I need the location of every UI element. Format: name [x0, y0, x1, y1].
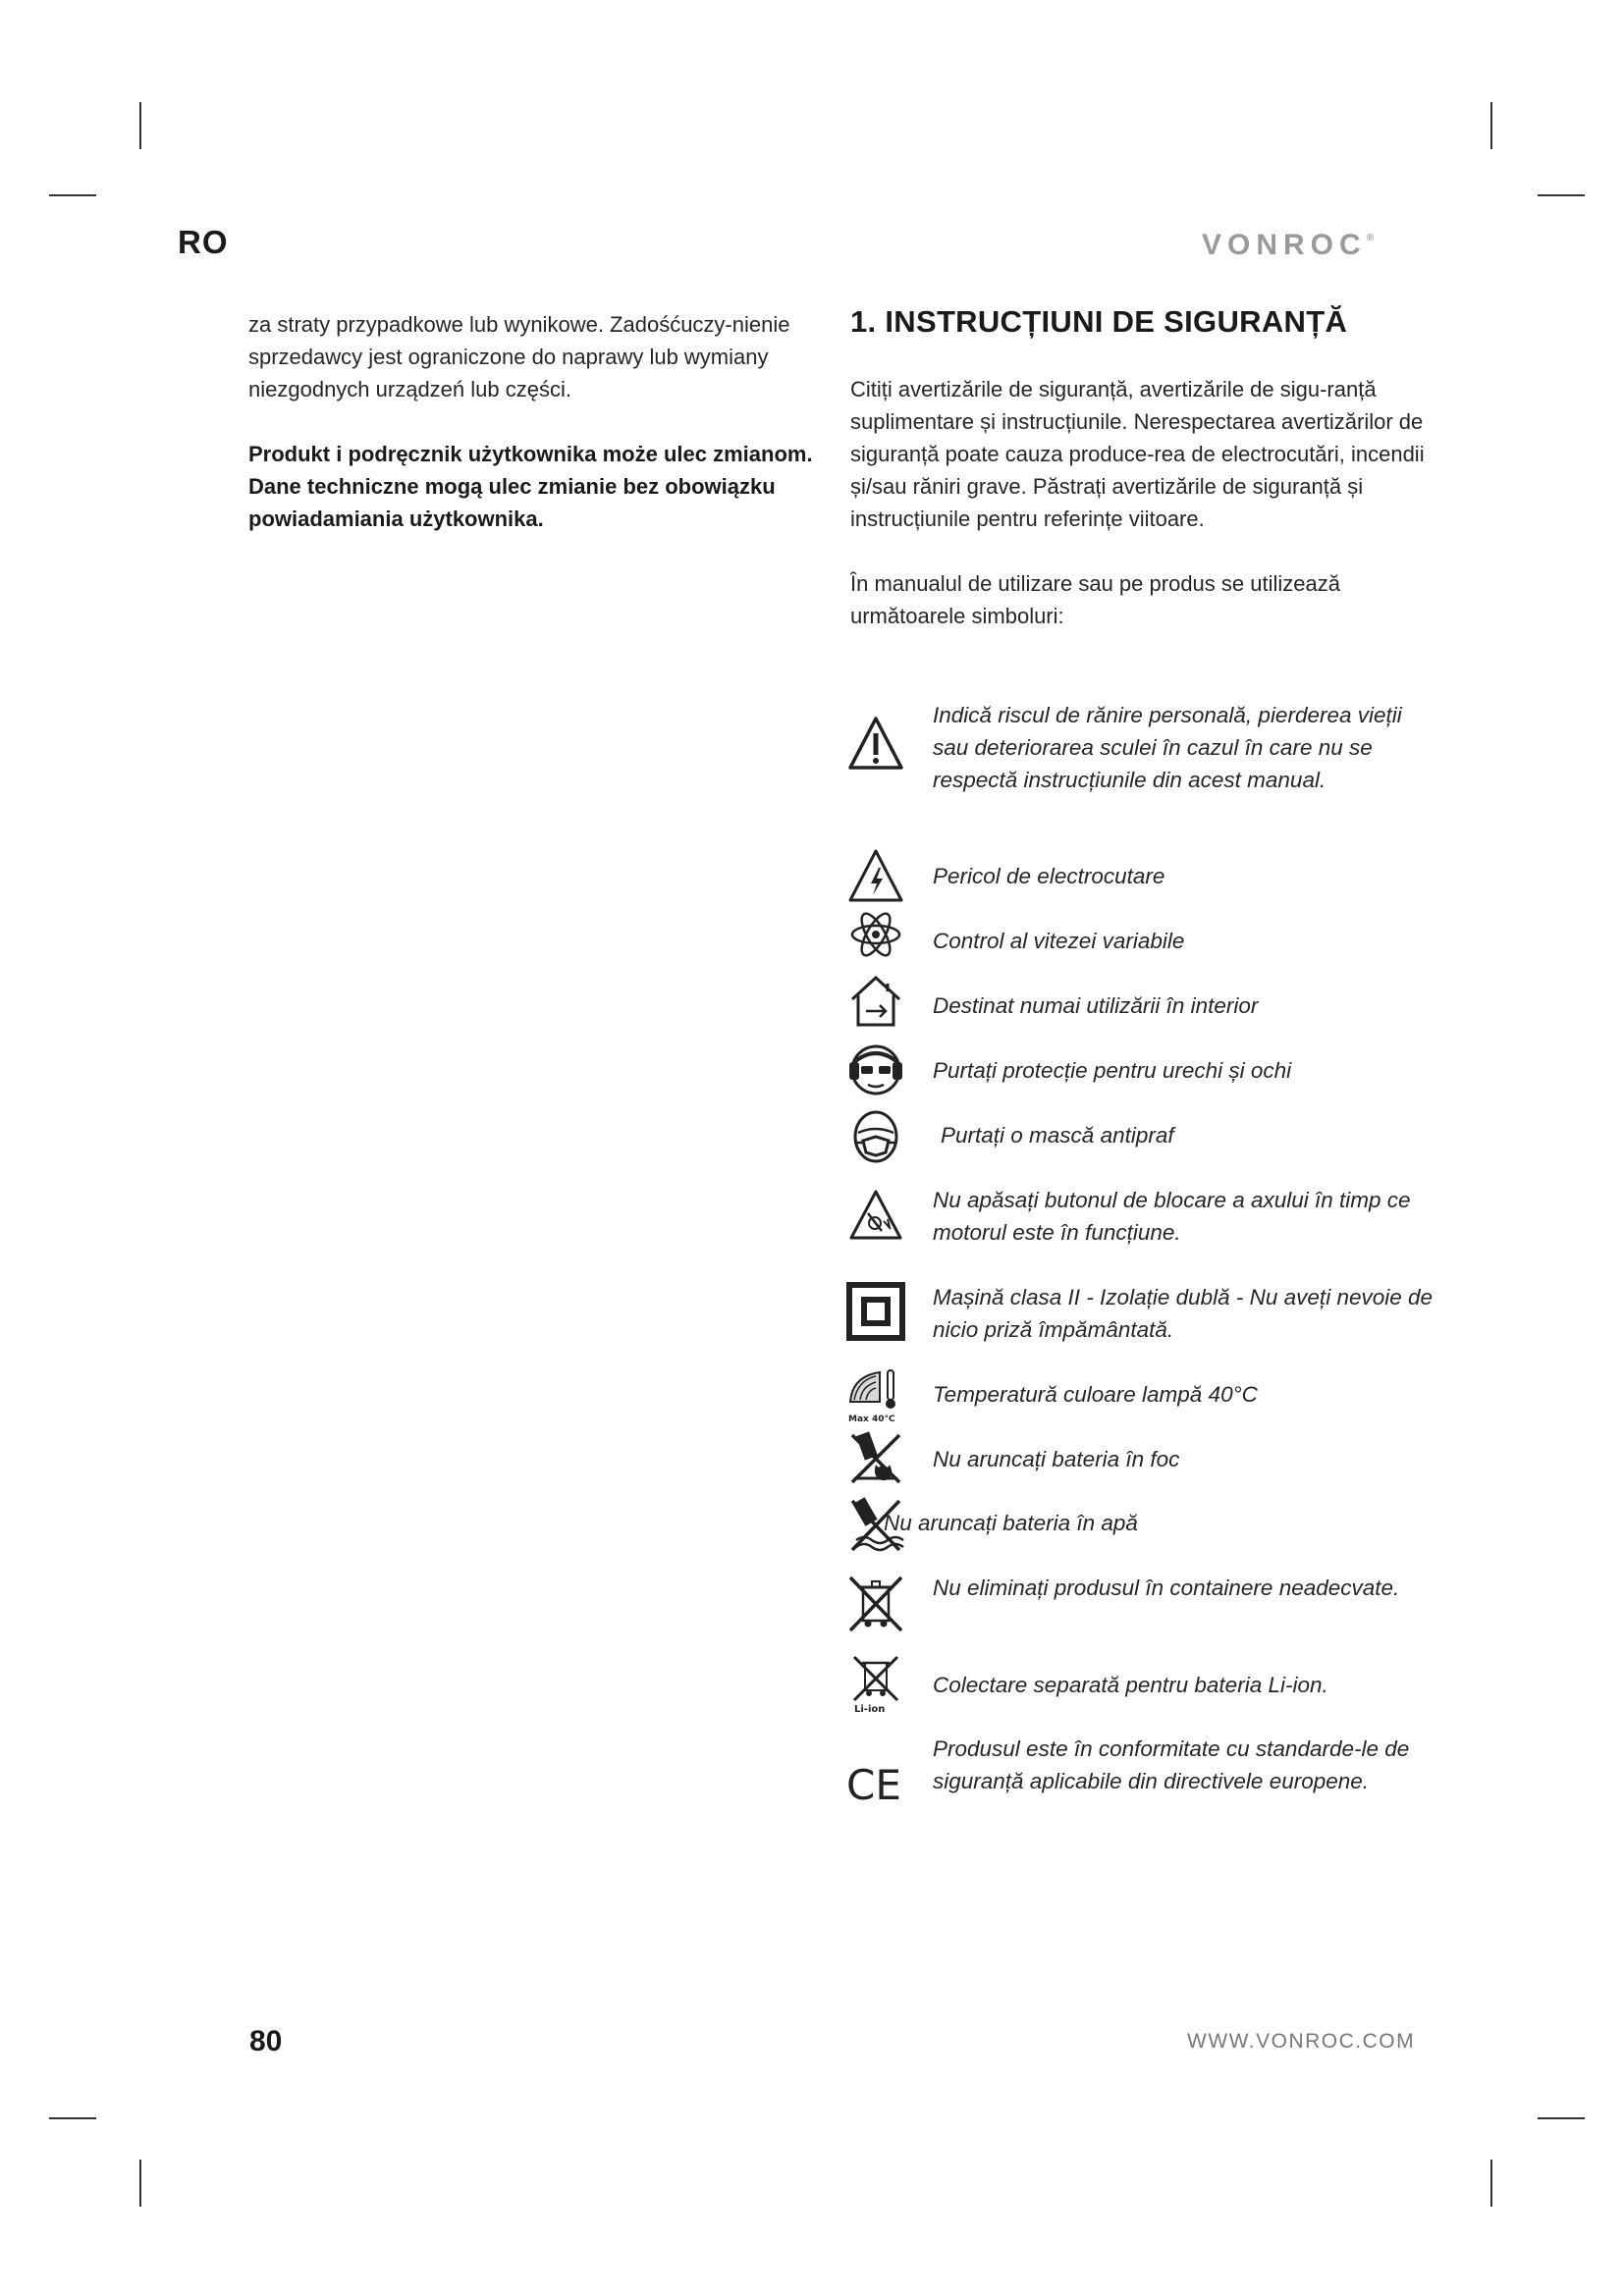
- symbol-description: Nu eliminați produsul în containere neadecvate.: [933, 1575, 1400, 1600]
- crop-mark: [1538, 2117, 1585, 2119]
- page-number: 80: [249, 2025, 283, 2057]
- warranty-paragraph: za straty przypadkowe lub wynikowe. Zadośćuczy-nienie sprzedawcy jest ograniczone do naprawy lub wymiany niezgodnych urządzeń lub części.: [248, 312, 790, 401]
- safety-section: [850, 300, 1430, 632]
- symbol-description: Mașină clasa II - Izolație dublă - Nu aveți nevoie de nicio priză împământată.: [933, 1285, 1434, 1342]
- crop-mark: [49, 194, 96, 196]
- symbol-description: Temperatură culoare lampă 40°C: [933, 1382, 1258, 1407]
- symbol-description: Nu aruncați bateria în foc: [933, 1447, 1180, 1471]
- ce-mark-icon: [846, 1754, 905, 1813]
- symbol-description: Purtați protecție pentru urechi și ochi: [933, 1058, 1292, 1083]
- symbol-description: Produsul este în conformitate cu standarde-le de siguranță aplicabile din directivele europene.: [933, 1736, 1410, 1793]
- symbol-description: Pericol de electrocutare: [933, 864, 1165, 888]
- lamp-temperature-icon: [846, 1366, 905, 1425]
- li-ion-bin-icon: [846, 1655, 905, 1714]
- safety-intro-paragraph: Citiți avertizările de siguranță, avertizările de sigu-ranță suplimentare și instrucțiunile. Nerespectarea avertizărilor de siguranță poate cauza produce-rea de electrocutări, incendii și/sau răniri grave. Păstrați avertizările de siguranță și instrucțiunile pentru referințe viitoare.: [850, 377, 1425, 531]
- svg-text:Max 40°C: Max 40°C: [848, 1415, 895, 1424]
- registered-mark: ®: [1366, 233, 1375, 243]
- crop-mark: [139, 102, 141, 149]
- disclaimer-paragraph: Produkt i podręcznik użytkownika może ulec zmianom. Dane techniczne mogą ulec zmianie bez obowiązku powiadamiania użytkownika.: [248, 442, 813, 531]
- symbol-description: Indică riscul de rănire personală, pierderea vieții sau deteriorarea sculei în cazul în care nu se respectă instrucțiunile din acest manual.: [933, 703, 1402, 792]
- symbol-description: Control al vitezei variabile: [933, 929, 1185, 953]
- crop-mark: [139, 2160, 141, 2207]
- svg-text:CE: CE: [846, 1761, 901, 1809]
- crossed-bin-icon: [846, 1574, 905, 1632]
- variable-speed-icon: [846, 905, 905, 964]
- electric-shock-icon: [846, 846, 905, 905]
- indoor-use-icon: [846, 972, 905, 1031]
- dust-mask-icon: [846, 1107, 905, 1166]
- symbol-description: Nu apăsați butonul de blocare a axului în timp ce motorul este în funcțiune.: [933, 1188, 1411, 1245]
- language-code: RO: [178, 224, 229, 260]
- section-title: 1. INSTRUCȚIUNI DE SIGURANȚĂ: [850, 304, 1348, 339]
- crop-mark: [1490, 2160, 1492, 2207]
- warning-triangle-icon: [846, 714, 905, 773]
- symbol-description: Destinat numai utilizării în interior: [933, 993, 1259, 1018]
- symbol-description: Nu aruncați bateria în apă: [884, 1511, 1138, 1535]
- no-battery-fire-icon: [846, 1427, 905, 1486]
- class-two-insulation-icon: [846, 1282, 905, 1341]
- symbols-intro-paragraph: În manualul de utilizare sau pe produs se utilizează următoarele simboluri:: [850, 571, 1340, 628]
- crop-mark: [49, 2117, 96, 2119]
- crop-mark: [1538, 194, 1585, 196]
- website-link[interactable]: WWW.VONROC.COM: [1187, 2030, 1416, 2053]
- spindle-lock-warning-icon: [846, 1186, 905, 1245]
- crop-mark: [1490, 102, 1492, 149]
- left-column: [248, 308, 828, 535]
- symbol-description: Colectare separată pentru bateria Li-ion.: [933, 1673, 1328, 1697]
- symbol-description: Purtați o mască antipraf: [941, 1123, 1174, 1148]
- svg-text:Li-ion: Li-ion: [854, 1704, 886, 1714]
- brand-logo: VONROC®: [1202, 229, 1375, 261]
- ear-eye-protection-icon: [846, 1041, 905, 1099]
